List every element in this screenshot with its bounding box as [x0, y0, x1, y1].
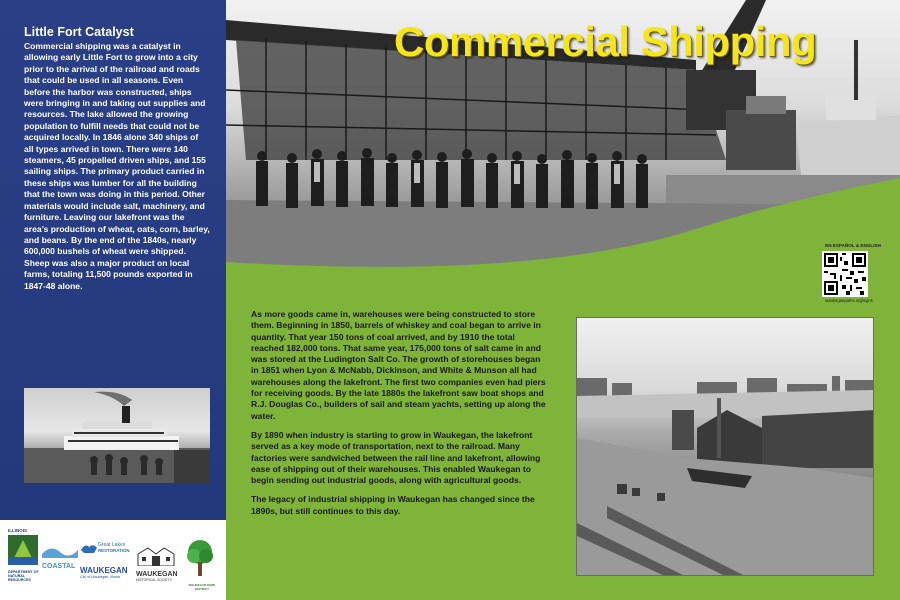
great-lakes-logo — [80, 542, 130, 564]
logo-text: DEPARTMENT OF — [8, 570, 39, 574]
sidebar-body: Commercial shipping was a catalyst in allowing early Little Fort to grow into a city prior to the arrival of the railroad and roads that could be used in all seasons. Even before the harbor was constructed, ships were bringing in and taking out supplies and resources. The lake allowed the growing population to fulfill needs that could not be acquired locally. In 1846 alone 340 ships of all types arrived in town. There were 140 steamers, 45 propelled driven ships, and 155 sailing ships. The primary product carried in these ships was lumber for all the building that the town was doing in this period. Other materials would include salt, machinery, and furniture. Leaving our lakefront was the area’s production of wheat, oats, corn, barley, and beans. By the end of the 1840s, nearly 600,000 bushels of wheat were shipped. Sheep was also a major product on local farms, totaling 11,500 pounds exported in 1847-48 alone. — [24, 41, 210, 291]
logo-text: WAUKEGAN — [136, 571, 178, 578]
logo-text: COASTAL — [42, 563, 76, 570]
waukegan-city-logo — [80, 566, 134, 588]
waukegan-historical-logo — [136, 544, 180, 592]
logo-text: City of Waukegan, Illinois — [80, 575, 121, 579]
body-paragraph: The legacy of industrial shipping in Waukegan has changed since the 1890s, but still continues to this day. — [251, 494, 535, 516]
sidebar-title: Little Fort Catalyst — [24, 25, 134, 39]
coastal-logo — [42, 544, 78, 574]
lakefront-photo — [576, 317, 874, 576]
park-district-logo — [184, 538, 220, 596]
qr-url: waukeganparks.org/signs — [825, 298, 873, 303]
logo-text: ILLINOIS — [8, 528, 27, 533]
logo-text: WAUKEGAN — [80, 566, 128, 575]
logo-text: RESTORATION — [98, 548, 130, 553]
page-title: Commercial Shipping — [394, 18, 817, 65]
logo-text: HISTORICAL SOCIETY — [136, 578, 172, 582]
main-body-text — [251, 309, 548, 525]
body-paragraph: By 1890 when industry is starting to grow in Waukegan, the lakefront served as a key mode of transportation, next to the railroad. Many factories were sandwiched between the rail line and lakefront, allowing ease of shipping out of their warehouses. This enabled Waukegan to begin sending out industrial goods, along with agricultural goods. — [251, 429, 541, 486]
steamship-photo — [24, 388, 210, 483]
logo-text: WAUKEGAN PARK DISTRICT — [188, 583, 216, 591]
illinois-dnr-logo — [8, 528, 40, 594]
sidebar-panel — [0, 0, 226, 600]
logo-text: NATURAL — [8, 574, 26, 578]
logo-text: RESOURCES — [8, 578, 31, 582]
qr-code-icon[interactable] — [822, 251, 868, 297]
logo-text: Great Lakes — [98, 542, 126, 548]
partner-logos — [0, 520, 226, 600]
body-paragraph: As more goods came in, warehouses were being constructed to store them. Beginning in 1850, barrels of whiskey and coal began to arrive in quantity. That year 150 tons of coal arrived, and by 1910 the total reached 182,000 tons. That same year, 175,000 tons of salt came in and was stored at the Ludington Salt Co. The growth of storehouses began in 1851 when Lyon & McNabb, Dickinson, and White & Munson all had warehouses along the lakefront. The first two companies even had piers for receiving goods. By the late 1880s the lakefront saw boat shops and R.J. Douglas Co., builders of sail and steam yachts, setting up along the water. — [251, 309, 546, 421]
qr-label: EN ESPAÑOL & ENGLISH — [825, 243, 881, 248]
